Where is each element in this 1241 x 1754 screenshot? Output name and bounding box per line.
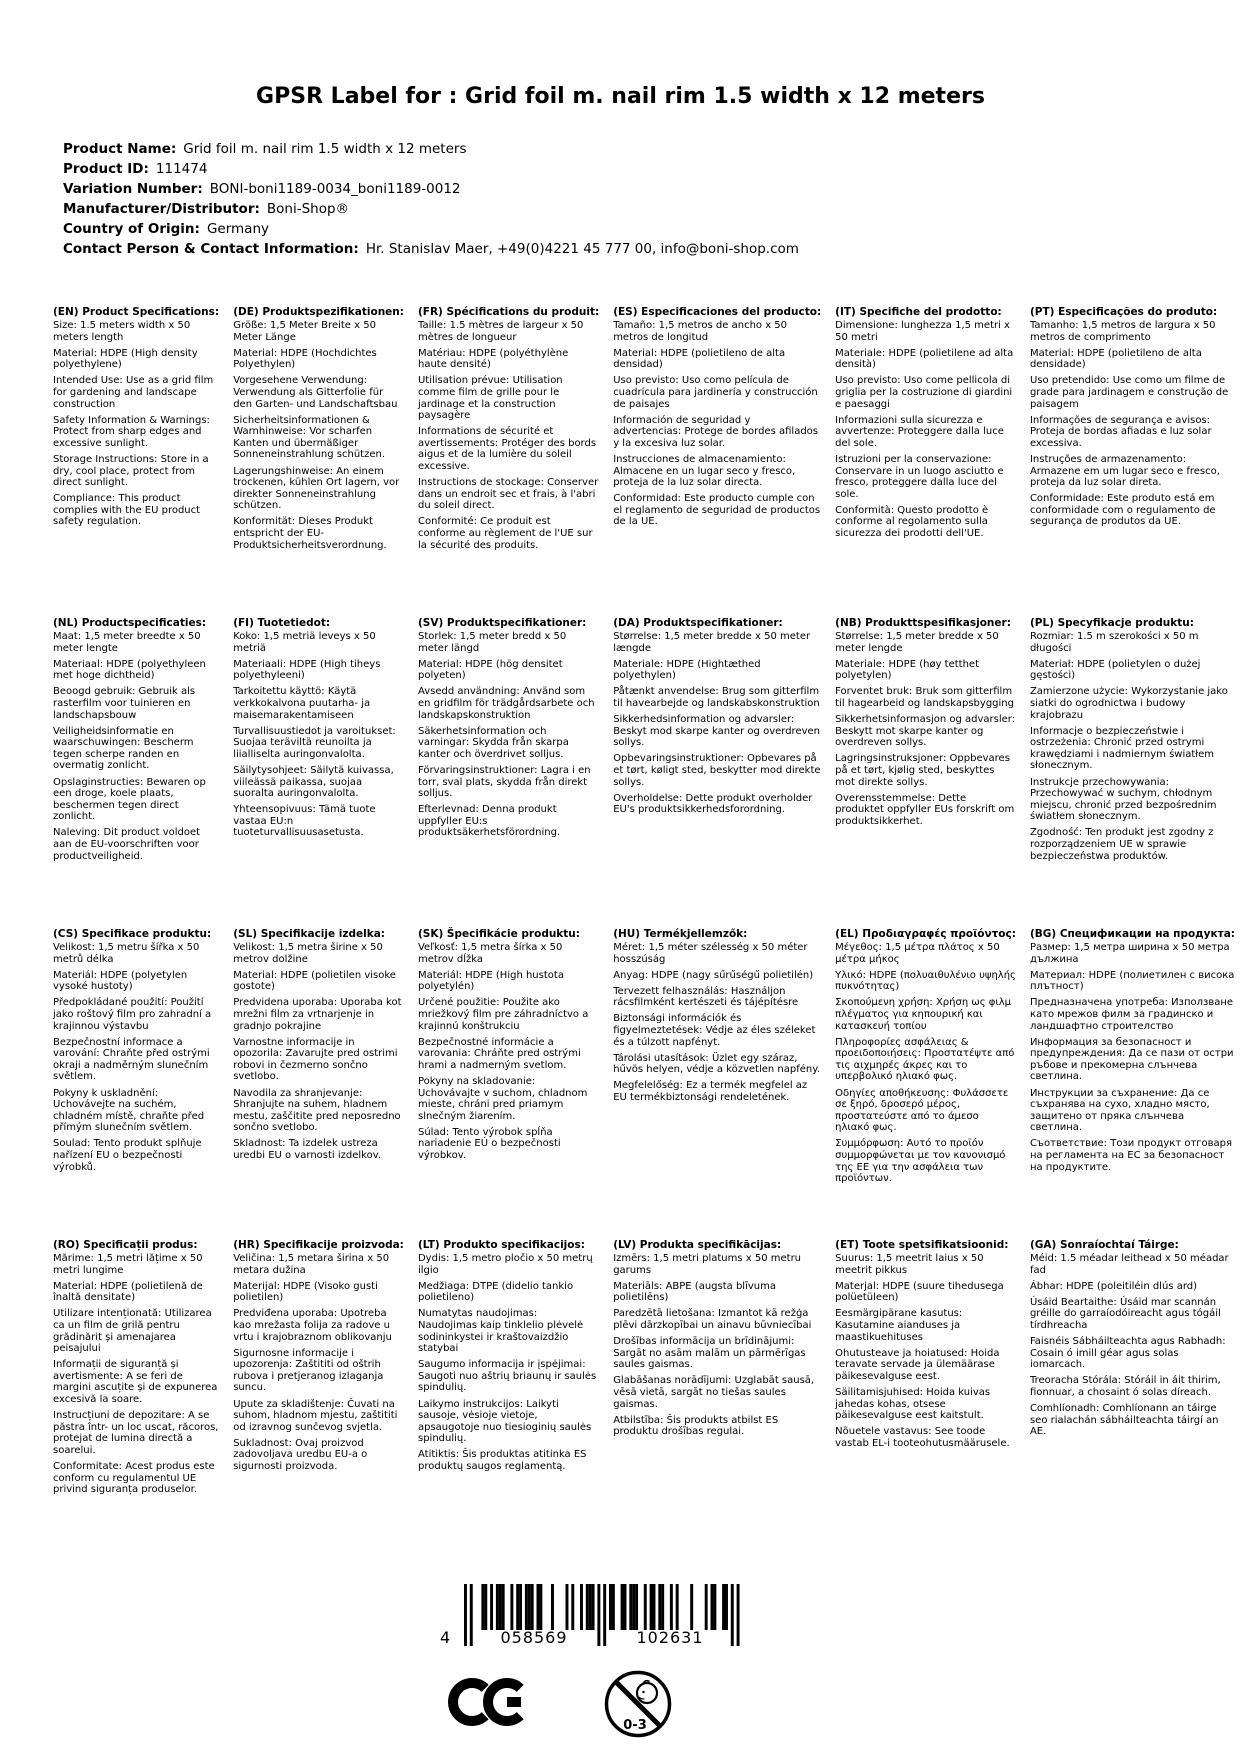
spec-paragraph: Tárolási utasítások: Üzlet egy száraz, hűvös helyen, védje a közvetlen napfény. [613, 1052, 820, 1076]
spec-paragraph: Material: HDPE (polietileno de alta densidade) [1029, 347, 1202, 371]
language-block-fr [418, 306, 599, 617]
spec-paragraph: Laikymo instrukcijos: Laikyti sausoje, vėsioje vietoje, apsaugotoje nuo tiesioginių saulės spindulių. [417, 1398, 592, 1445]
language-block-et [835, 1239, 1016, 1550]
language-block-heading: (NB) Produkttspesifikasjoner: [835, 617, 1011, 629]
product-info-value: Germany [206, 221, 269, 237]
language-block-da [613, 617, 821, 928]
spec-paragraph: Instrukcje przechowywania: Przechowywać w suchym, chłodnym miejscu, chronić przed bezpośrednim światłem słonecznym. [1029, 776, 1217, 823]
spec-paragraph: Mărime: 1,5 metri lățime x 50 metri lungime [53, 1253, 203, 1276]
language-block-heading: (HR) Specifikacije proizvoda: [233, 1239, 404, 1251]
spec-paragraph: Οδηγίες αποθήκευσης: Φυλάσσετε σε ξηρό, δροσερό μέρος, προστατεύστε από το άμεσο ηλιακό φως. [835, 1087, 1009, 1134]
language-block-heading: (EN) Product Specifications: [53, 306, 220, 318]
spec-paragraph: Materiał: HDPE (polietylen o dużej gęstości) [1029, 658, 1201, 682]
spec-paragraph: Påtænkt anvendelse: Brug som gitterfilm til havearbejde og landskabskonstruktion [613, 686, 820, 709]
product-info-label: Contact Person & Contact Information: [63, 241, 359, 257]
spec-paragraph: Skladnost: Ta izdelek ustreza uredbi EU o varnosti izdelkov. [233, 1138, 382, 1161]
language-block-heading: (FI) Tuotetiedot: [233, 617, 331, 629]
spec-paragraph: Eesmärgipärane kasutus: Kasutamine aianduses ja maastikuehituses [835, 1308, 963, 1343]
barcode [438, 1584, 740, 1650]
spec-paragraph: Utilisation prévue: Utilisation comme film de grille pour le jardinage et la construction paysagère [417, 375, 563, 422]
spec-paragraph: Materiale: HDPE (polietilene ad alta densità) [835, 347, 1014, 371]
product-info-row [63, 159, 799, 179]
spec-paragraph: Инструкции за съхранение: Да се съхранява на сухо, хладно място, защитено от пряка слънчева светлина. [1029, 1087, 1210, 1134]
spec-paragraph: Storage Instructions: Store in a dry, cool place, protect from direct sunlight. [53, 453, 209, 489]
language-block-sl [233, 928, 404, 1239]
spec-paragraph: Conformitate: Acest produs este conform cu regulamentul UE privind siguranța produselor. [53, 1461, 215, 1496]
language-block-heading: (SV) Produktspecifikationer: [417, 617, 587, 629]
spec-paragraph: Opslaginstructies: Bewaren op een droge, koele plaats, beschermen tegen direct zonlicht. [53, 776, 206, 823]
spec-paragraph: Navodila za shranjevanje: Shranjujte na suhem, hladnem mestu, zaščitite pred neposredno sončno svetlobo. [233, 1087, 401, 1134]
product-info-value: Grid foil m. nail rim 1.5 width x 12 meters [183, 141, 467, 157]
language-block-sv [418, 617, 599, 928]
language-block-pt [1030, 306, 1235, 617]
spec-paragraph: Dydis: 1,5 metro pločio x 50 metrų ilgio [417, 1253, 593, 1276]
spec-paragraph: Utilizare intenționată: Utilizarea ca un film de grilă pentru grădinărit și amenajarea peisajului [53, 1308, 212, 1355]
spec-paragraph: Instrucciones de almacenamiento: Almacene en un lugar seco y fresco, proteja de la luz solar directa. [613, 453, 796, 489]
spec-paragraph: Uso previsto: Uso como película de cuadrícula para jardinería y construcción de paisajes [613, 375, 818, 410]
spec-paragraph: Materiaali: HDPE (High tiheys polyethyleeni) [233, 658, 381, 682]
spec-paragraph: Saugumo informacija ir įspėjimai: Saugoti nuo aštrių briaunų ir saulės spindulių. [417, 1359, 597, 1394]
spec-paragraph: Instrucțiuni de depozitare: A se păstra într- un loc uscat, răcoros, protejat de lumina directă a soarelui. [53, 1410, 219, 1456]
spec-paragraph: Upute za skladištenje: Čuvati na suhom, hladnom mjestu, zaštititi od izravnog sunčevog svjetla. [233, 1398, 398, 1433]
language-block-heading: (NL) Productspecificaties: [53, 617, 207, 629]
spec-paragraph: Taille: 1.5 mètres de largeur x 50 mètres de longueur [417, 320, 584, 343]
spec-paragraph: Atbilstība: Šis produkts atbilst ES produktu drošības regulai. [613, 1414, 779, 1438]
spec-paragraph: Paredzētā lietošana: Izmantot kā režģa plēvi dārzkopībai un ainavu būvniecībai [613, 1308, 812, 1331]
language-block-heading: (SK) Špecifikácie produktu: [417, 928, 580, 940]
spec-paragraph: Instruções de armazenamento: Armazene em um lugar seco e fresco, proteja da luz solar direta. [1029, 453, 1220, 489]
language-block-heading: (CS) Specifikace produktu: [53, 928, 212, 940]
spec-paragraph: Συμμόρφωση: Αυτό το προϊόν συμμορφώνεται με τον κανονισμό της ΕΕ για την ασφάλεια των προϊόντων. [835, 1138, 1006, 1185]
spec-paragraph: Sigurnosne informacije i upozorenja: Zaštititi od oštrih rubova i pretjeranog izlaganja suncu. [233, 1347, 384, 1394]
language-block-heading: (IT) Specifiche del prodotto: [835, 306, 1002, 318]
spec-paragraph: Yhteensopivuus: Tämä tuote vastaa EU:n tuoteturvallisuusasetusta. [233, 804, 376, 839]
spec-paragraph: Overholdelse: Dette produkt overholder EU's produktsikkerhedsforordning. [613, 792, 813, 816]
spec-paragraph: Zamierzone użycie: Wykorzystanie jako siatki do ogrodnictwa i budowy krajobrazu [1029, 686, 1228, 721]
spec-paragraph: Istruzioni per la conservazione: Conservare in un luogo asciutto e fresco, proteggere dalla luce del sole. [835, 453, 1004, 500]
spec-paragraph: Съответствие: Този продукт отговаря на регламента на ЕС за безопасност на продуктите. [1029, 1138, 1233, 1173]
spec-paragraph: Lagringsinstruksjoner: Oppbevares på et tørt, kjølig sted, beskyttes mot direkte sollys. [835, 753, 1010, 788]
language-block-heading: (EL) Προδιαγραφές προϊόντος: [835, 928, 1016, 940]
spec-paragraph: Säkerhetsinformation och varningar: Skydda från skarpa kanter och överdrivet solljus. [417, 725, 569, 760]
product-info-label: Manufacturer/Distributor: [63, 201, 260, 217]
spec-paragraph: Beoogd gebruik: Gebruik als rasterfilm voor tuinieren en landschapsbouw [53, 686, 196, 721]
spec-paragraph: Ohutusteave ja hoiatused: Hoida teravate servade ja ülemäärase päikesevalguse eest. [835, 1347, 1000, 1382]
spec-paragraph: Materiál: HDPE (polyetylen vysoké hustoty) [53, 969, 188, 993]
spec-paragraph: Súlad: Tento výrobok spĺňa nariadenie EÚ o bezpečnosti výrobkov. [417, 1126, 561, 1161]
spec-paragraph: Koko: 1,5 metriä leveys x 50 metriä [233, 631, 376, 654]
barcode-right-digits: 102631 [636, 1628, 704, 1647]
spec-paragraph: Pokyny na skladovanie: Uchovávajte v suchom, chladnom mieste, chráni pred priamym slnečným žiarením. [417, 1075, 588, 1122]
product-info-row [63, 199, 799, 219]
barcode-left-digits: 058569 [500, 1628, 568, 1647]
language-block-nl [53, 617, 219, 928]
spec-paragraph: Størrelse: 1,5 meter bredde x 50 meter lengde [835, 631, 999, 654]
spec-paragraph: Material: HDPE (hög densitet polyeten) [417, 658, 563, 682]
spec-paragraph: Material: HDPE (polietilen visoke gostote) [233, 969, 396, 993]
spec-paragraph: Dimensione: lunghezza 1,5 metri x 50 metri [835, 320, 1010, 343]
spec-paragraph: Sukladnost: Ovaj proizvod zadovoljava uredbu EU-a o sigurnosti proizvoda. [233, 1437, 368, 1472]
spec-paragraph: Materiale: HDPE (høy tetthet polyetylen) [835, 658, 979, 682]
spec-paragraph: Matériau: HDPE (polyéthylène haute densité) [417, 347, 569, 371]
spec-paragraph: Izmērs: 1,5 metri platums x 50 metru garums [613, 1253, 802, 1276]
spec-paragraph: Size: 1.5 meters width x 50 meters length [53, 320, 191, 343]
spec-paragraph: Conformité: Ce produit est conforme au règlement de l'UE sur la sécurité des produits. [417, 516, 593, 551]
language-block-fi [233, 617, 404, 928]
spec-paragraph: Tamaño: 1,5 metros de ancho x 50 metros de longitud [613, 320, 788, 343]
spec-paragraph: Drošības informācija un brīdinājumi: Sargāt no asām malām un pārmērīgas saules gaismas. [613, 1336, 806, 1371]
spec-paragraph: Förvaringsinstruktioner: Lagra i en torr, sval plats, skydda från direkt solljus. [417, 764, 591, 800]
spec-paragraph: Turvallisuustiedot ja varoitukset: Suojaa teräviltä reunoilta ja liialliselta auringonvalolta. [233, 725, 396, 760]
spec-paragraph: Materijal: HDPE (Visoko gusti polietilen) [233, 1280, 378, 1304]
spec-paragraph: Soulad: Tento produkt splňuje nařízení EU o bezpečnosti výrobků. [53, 1138, 202, 1173]
spec-paragraph: Opbevaringsinstruktioner: Opbevares på et tørt, køligt sted, beskytter mod direkte sollys. [613, 753, 821, 788]
spec-paragraph: Størrelse: 1,5 meter bredde x 50 meter længde [613, 631, 811, 654]
product-info [63, 139, 799, 259]
spec-paragraph: Informazioni sulla sicurezza e avvertenze: Proteggere dalla luce del sole. [835, 414, 1004, 449]
spec-paragraph: Materiál: HDPE (High hustota polyetylén) [417, 969, 564, 993]
language-block-heading: (LV) Produkta specifikācijas: [613, 1239, 782, 1251]
spec-paragraph: Sicherheitsinformationen & Warnhinweise: Vor scharfen Kanten und übermäßiger Sonneneinstrahlung schützen. [233, 414, 386, 461]
spec-paragraph: Méret: 1,5 méter szélesség x 50 méter hosszúság [613, 942, 808, 965]
spec-paragraph: Sikkerhetsinformasjon og advarsler: Beskytt mot skarpe kanter og overdreven sollys. [835, 714, 1016, 749]
spec-paragraph: Forventet bruk: Bruk som gitterfilm til hagearbeid og landskapsbygging [835, 686, 1014, 709]
spec-paragraph: Materiāls: ABPE (augsta blīvuma polietilēns) [613, 1280, 776, 1304]
spec-paragraph: Lagerungshinweise: An einem trockenen, kühlen Ort lagern, vor direkter Sonneneinstrahlung schützen. [233, 465, 400, 512]
spec-paragraph: Materjal: HDPE (suure tihedusega polüetüleen) [835, 1280, 1004, 1304]
product-info-row [63, 239, 799, 259]
language-block-es [613, 306, 821, 617]
language-grid [53, 306, 1235, 1550]
spec-paragraph: Nõuetele vastavus: See toode vastab EL-i tooteohutusmäärusele. [835, 1426, 1010, 1449]
spec-paragraph: Faisnéis Sábháilteachta agus Rabhadh: Cosain ó imill géar agus solas iomarcach. [1029, 1336, 1226, 1371]
spec-paragraph: Informacje o bezpieczeństwie i ostrzeżenia: Chronić przed ostrymi krawędziami i nadmiernym światłem słonecznym. [1029, 725, 1215, 772]
language-block-en [53, 306, 219, 617]
spec-paragraph: Compliance: This product complies with the EU product safety regulation. [53, 493, 201, 528]
spec-paragraph: Efterlevnad: Denna produkt uppfyller EU:s produktsäkerhetsförordning. [417, 804, 561, 839]
spec-paragraph: Размер: 1,5 метра ширина x 50 метра дължина [1029, 942, 1230, 965]
spec-paragraph: Bezpečnostní informace a varování: Chraňte před ostrými okraji a nadměrným slunečním světlem. [53, 1036, 210, 1083]
spec-paragraph: Megfelelőség: Ez a termék megfelel az EU termékbiztonsági rendeletének. [613, 1080, 808, 1104]
spec-paragraph: Uso previsto: Uso come pellicola di griglia per la costruzione di giardini e paesaggi [835, 375, 1013, 410]
page-title: GPSR Label for : Grid foil m. nail rim 1.5 width x 12 meters [256, 84, 985, 109]
spec-paragraph: Vorgesehene Verwendung: Verwendung als Gitterfolie für den Garten- und Landschaftsbau [233, 375, 398, 410]
spec-paragraph: Velikost: 1,5 metru šířka x 50 metrů délka [53, 942, 200, 965]
language-block-bg [1030, 928, 1235, 1239]
spec-paragraph: Zgodność: Ten produkt jest zgodny z rozporządzeniem UE w sprawie bezpieczeństwa produktów. [1029, 827, 1214, 862]
spec-paragraph: Ábhar: HDPE (poleitiléin dlús ard) [1029, 1280, 1198, 1292]
spec-paragraph: Informações de segurança e avisos: Proteja de bordas afiadas e luz solar excessiva. [1029, 414, 1212, 449]
language-block-heading: (ET) Toote spetsifikatsioonid: [835, 1239, 1009, 1251]
spec-paragraph: Méid: 1.5 méadar leithead x 50 méadar fad [1029, 1253, 1229, 1276]
product-info-label: Country of Origin: [63, 221, 200, 237]
spec-paragraph: Säilytysohjeet: Säilytä kuivassa, viileässä paikassa, suojaa suoralta auringonvalolta. [233, 764, 394, 800]
language-block-heading: (FR) Spécifications du produit: [417, 306, 600, 318]
language-block-cs [53, 928, 219, 1239]
ce-mark-icon [448, 1676, 532, 1728]
spec-paragraph: Suurus: 1,5 meetrit laius x 50 meetrit pikkus [835, 1253, 984, 1276]
spec-paragraph: Säilitamisjuhised: Hoida kuivas jahedas kohas, otsese päikesevalguse eest kaitstult. [835, 1386, 991, 1422]
spec-paragraph: Rozmiar: 1.5 m szerokości x 50 m długości [1029, 631, 1199, 654]
spec-paragraph: Storlek: 1,5 meter bredd x 50 meter längd [417, 631, 567, 654]
spec-paragraph: Naleving: Dit product voldoet aan de EU-voorschriften voor productveiligheid. [53, 827, 201, 862]
spec-paragraph: Материал: HDPE (полиетилен с висока плътност) [1029, 969, 1235, 993]
spec-paragraph: Avsedd användning: Använd som en gridfilm för trädgårdsarbete och landskapskonstruktion [417, 686, 595, 721]
spec-paragraph: Sikkerhedsinformation og advarsler: Beskyt mod skarpe kanter og overdreven sollys. [613, 714, 821, 749]
language-block-pl [1030, 617, 1235, 928]
language-block-lv [613, 1239, 821, 1550]
language-block-heading: (ES) Especificaciones del producto: [613, 306, 822, 318]
product-info-value: Hr. Stanislav Maer, +49(0)4221 45 777 00, info@boni-shop.com [365, 241, 799, 257]
spec-paragraph: Información de seguridad y advertencias: Protege de bordes afilados y la excesiva luz solar. [613, 414, 819, 449]
product-info-label: Product ID: [63, 161, 149, 177]
spec-paragraph: Velikost: 1,5 metra širine x 50 metrov dolžine [233, 942, 383, 965]
spec-paragraph: Informații de siguranță și avertismente: A se feri de margini ascuțite și de expunerea excesivă la soare. [53, 1359, 218, 1406]
spec-paragraph: Anyag: HDPE (nagy sűrűségű polietilén) [613, 969, 814, 981]
barcode-prefix-digit: 4 [440, 1628, 452, 1647]
spec-paragraph: Numatytas naudojimas: Naudojimas kaip tinklelio plėvelė sodininkystei ir kraštovaizdžio statybai [417, 1308, 584, 1355]
spec-paragraph: Maat: 1,5 meter breedte x 50 meter lengte [53, 631, 201, 654]
spec-paragraph: Информация за безопасност и предупреждения: Да се пази от остри ръбове и прекомерна слънчева светлина. [1029, 1036, 1234, 1083]
language-block-hu [613, 928, 821, 1239]
language-block-heading: (DE) Produktspezifikationen: [233, 306, 404, 318]
spec-paragraph: Instructions de stockage: Conserver dans un endroit sec et frais, à l'abri du soleil direct. [417, 477, 599, 512]
spec-paragraph: Material: HDPE (polietilenă de înaltă densitate) [53, 1280, 203, 1304]
language-block-el [835, 928, 1016, 1239]
spec-paragraph: Pokyny k uskladnění: Uchovávejte na suchém, chladném místě, chraňte před přímým slunečním světlem. [53, 1087, 205, 1134]
spec-paragraph: Intended Use: Use as a grid film for gardening and landscape construction [53, 375, 214, 410]
language-block-hr [233, 1239, 404, 1550]
language-block-heading: (DA) Produktspecifikationer: [613, 617, 783, 629]
language-block-heading: (PT) Especificações do produto: [1029, 306, 1218, 318]
product-info-row [63, 219, 799, 239]
spec-paragraph: Předpokládané použití: Použití jako roštový film pro zahradní a krajinnou výstavbu [53, 997, 212, 1032]
spec-paragraph: Conformità: Questo prodotto è conforme al regolamento sulla sicurezza dei prodotti dell'UE. [835, 504, 989, 539]
spec-paragraph: Conformidad: Este producto cumple con el reglamento de seguridad de productos de la UE. [613, 493, 821, 528]
spec-paragraph: Tamanho: 1,5 metros de largura x 50 metros de comprimento [1029, 320, 1216, 343]
language-block-heading: (HU) Termékjellemzők: [613, 928, 748, 940]
language-block-ro [53, 1239, 219, 1550]
spec-paragraph: Material: HDPE (Hochdichtes Polyethylen) [233, 347, 377, 371]
spec-paragraph: Conformidade: Este produto está em conformidade com o regulamento de segurança de produtos da UE. [1029, 493, 1216, 528]
spec-paragraph: Varnostne informacije in opozorila: Zavarujte pred ostrimi robovi in čezmerno sončno svetlobo. [233, 1036, 398, 1083]
language-block-nb [835, 617, 1016, 928]
spec-paragraph: Medžiaga: DTPE (didelio tankio polietileno) [417, 1280, 574, 1304]
spec-paragraph: Veličina: 1,5 metara širina x 50 metara dužina [233, 1253, 390, 1276]
product-info-value: Boni-Shop® [266, 201, 350, 217]
spec-paragraph: Πληροφορίες ασφάλειας & προειδοποιήσεις: Προστατέψτε από τις αιχμηρές άκρες και το υπερβολικό ηλιακό φως. [835, 1036, 1015, 1083]
spec-paragraph: Safety Information & Warnings: Protect from sharp edges and excessive sunlight. [53, 414, 210, 449]
product-info-value: 111474 [155, 161, 208, 177]
spec-paragraph: Material: HDPE (High density polyethylene) [53, 347, 198, 371]
language-block-lt [418, 1239, 599, 1550]
spec-paragraph: Tervezett felhasználás: Használjon rácsfilmként kertészeti és tájépítésre [613, 985, 799, 1009]
language-block-heading: (RO) Specificații produs: [53, 1239, 198, 1251]
language-block-heading: (PL) Specyfikacje produktu: [1029, 617, 1194, 629]
spec-paragraph: Predvidena uporaba: Uporaba kot mrežni film za vrtnarjenje in gradnjo pokrajine [233, 997, 402, 1032]
spec-paragraph: Informations de sécurité et avertissements: Protéger des bords aigus et de la lumière du soleil excessive. [417, 426, 597, 473]
spec-paragraph: Glabāšanas norādījumi: Uzglabāt sausā, vēsā vietā, sargāt no tiešas saules gaismas. [613, 1375, 815, 1410]
spec-paragraph: Comhlíonadh: Comhlíonann an táirge seo rialachán sábháilteachta táirgí an AE. [1029, 1403, 1219, 1438]
spec-paragraph: Veiligheidsinformatie en waarschuwingen: Bescherm tegen scherpe randen en overmatig zonlicht. [53, 725, 194, 772]
language-block-heading: (BG) Спецификации на продукта: [1029, 928, 1235, 940]
spec-paragraph: Σκοπούμενη χρήση: Χρήση ως φιλμ πλέγματος για κηπουρική και κατασκευή τοπίου [835, 997, 1012, 1032]
language-block-heading: (LT) Produkto specifikacijos: [417, 1239, 585, 1251]
spec-paragraph: Určené použitie: Použite ako mriežkový film pre záhradníctvo a krajinnú konštrukciu [417, 997, 589, 1032]
product-info-label: Product Name: [63, 141, 177, 157]
spec-paragraph: Größe: 1,5 Meter Breite x 50 Meter Länge [233, 320, 376, 343]
spec-paragraph: Предназначена употреба: Използване като мрежов филм за градинско и ландшафтно строителство [1029, 997, 1234, 1032]
baby-face-icon [637, 1683, 657, 1703]
spec-paragraph: Overensstemmelse: Dette produktet oppfyller EUs forskrift om produktsikkerhet. [835, 792, 1015, 827]
product-info-value: BONI-boni1189-0034_boni1189-0012 [209, 181, 461, 197]
spec-paragraph: Μέγεθος: 1,5 μέτρα πλάτος x 50 μέτρα μήκος [835, 942, 1000, 965]
spec-paragraph: Úsáid Beartaithe: Úsáid mar scannán gréille do garraíodóireacht agus tógáil tírdhreacha [1029, 1296, 1221, 1331]
spec-paragraph: Bezpečnostné informácie a varovania: Chráňte pred ostrými hrami a nadmerným svetlom. [417, 1036, 581, 1071]
spec-paragraph: Treoracha Stórála: Stóráil in áit thirim, fionnuar, a chosaint ó solas díreach. [1029, 1375, 1221, 1398]
language-block-ga [1030, 1239, 1235, 1550]
age-warning-icon [602, 1666, 674, 1746]
language-block-it [835, 306, 1016, 617]
spec-paragraph: Materiale: HDPE (Hightæthed polyethylen) [613, 658, 761, 682]
spec-paragraph: Biztonsági információk és figyelmeztetések: Védje az éles széleket és a túlzott napfényt. [613, 1013, 816, 1048]
product-info-row [63, 179, 799, 199]
product-info-label: Variation Number: [63, 181, 203, 197]
product-info-row [63, 139, 799, 159]
language-block-heading: (GA) Sonraíochtaí Táirge: [1029, 1239, 1179, 1251]
age-warning-label: 0-3 [623, 1718, 647, 1733]
spec-paragraph: Konformität: Dieses Produkt entspricht der EU-Produktsicherheitsverordnung. [233, 516, 387, 551]
language-block-sk [418, 928, 599, 1239]
spec-paragraph: Material: HDPE (polietileno de alta densidad) [613, 347, 786, 371]
spec-paragraph: Υλικό: HDPE (πολυαιθυλένιο υψηλής πυκνότητας) [835, 969, 1016, 993]
language-block-de [233, 306, 404, 617]
spec-paragraph: Veľkosť: 1,5 metra šírka x 50 metrov dĺžka [417, 942, 563, 965]
spec-paragraph: Uso pretendido: Use como um filme de grade para jardinagem e construção de paisagem [1029, 375, 1229, 410]
language-block-heading: (SL) Specifikacije izdelka: [233, 928, 385, 940]
spec-paragraph: Predviđena uporaba: Upotreba kao mrežasta folija za radove u vrtu i krajobraznom oblikovanju [233, 1308, 392, 1343]
spec-paragraph: Tarkoitettu käyttö: Käytä verkkokalvona puutarha- ja maisemarakentamiseen [233, 686, 371, 721]
spec-paragraph: Materiaal: HDPE (polyethyleen met hoge dichtheid) [53, 658, 206, 682]
spec-paragraph: Atitiktis: Šis produktas atitinka ES produktų saugos reglamentą. [417, 1449, 587, 1472]
